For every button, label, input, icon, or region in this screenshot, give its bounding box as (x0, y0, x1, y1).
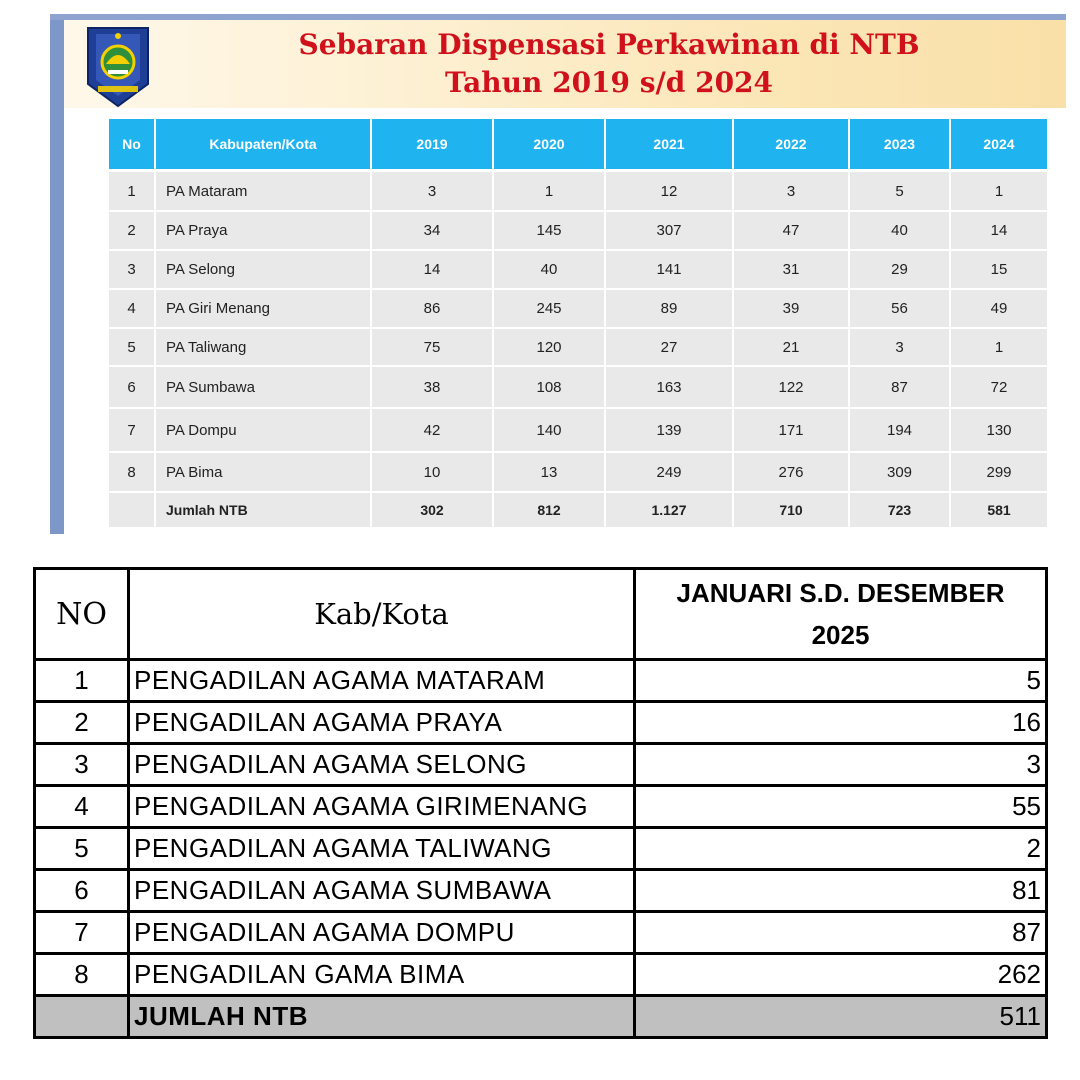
row-no: 3 (109, 250, 155, 289)
row-value: 87 (635, 912, 1047, 954)
row-no: 3 (35, 744, 129, 786)
value-2023: 194 (849, 408, 950, 452)
value-2021: 27 (605, 328, 733, 366)
value-2019: 86 (371, 289, 493, 328)
table-row (35, 660, 1047, 702)
value-2023: 40 (849, 211, 950, 250)
table-header-row (109, 119, 1048, 169)
row-no: 5 (35, 828, 129, 870)
total-value: 511 (635, 996, 1047, 1038)
value-2022: 47 (733, 211, 849, 250)
value-2024: 299 (950, 452, 1048, 492)
row-no: 8 (35, 954, 129, 996)
value-2019: 42 (371, 408, 493, 452)
value-2024: 1 (950, 328, 1048, 366)
table-header-row (35, 569, 1047, 660)
row-name: PA Dompu (155, 408, 371, 452)
row-no: 6 (109, 366, 155, 408)
value-2024: 14 (950, 211, 1048, 250)
header-2022: 2022 (733, 119, 849, 169)
row-name: PA Sumbawa (155, 366, 371, 408)
table-row (35, 744, 1047, 786)
slide-title (214, 26, 1004, 102)
total-2023: 723 (849, 492, 950, 528)
row-name: PA Praya (155, 211, 371, 250)
row-value: 3 (635, 744, 1047, 786)
total-2022: 710 (733, 492, 849, 528)
value-2023: 309 (849, 452, 950, 492)
value-2019: 3 (371, 172, 493, 211)
value-2019: 38 (371, 366, 493, 408)
row-value: 16 (635, 702, 1047, 744)
row-no: 8 (109, 452, 155, 492)
slide-left-bar (50, 14, 64, 534)
header-period (635, 569, 1047, 660)
row-name: PA Selong (155, 250, 371, 289)
value-2022: 122 (733, 366, 849, 408)
header-2020: 2020 (493, 119, 605, 169)
value-2020: 120 (493, 328, 605, 366)
slide-title-line1: Sebaran Dispensasi Perkawinan di NTB (298, 28, 920, 61)
value-2021: 89 (605, 289, 733, 328)
header-period-line1: JANUARI S.D. DESEMBER (676, 578, 1005, 608)
value-2020: 1 (493, 172, 605, 211)
row-value: 262 (635, 954, 1047, 996)
value-2023: 87 (849, 366, 950, 408)
total-label: JUMLAH NTB (129, 996, 635, 1038)
row-value: 55 (635, 786, 1047, 828)
value-2021: 141 (605, 250, 733, 289)
table-row (109, 452, 1048, 492)
row-name: PENGADILAN AGAMA PRAYA (129, 702, 635, 744)
row-value: 81 (635, 870, 1047, 912)
government-emblem-icon (84, 24, 152, 108)
value-2022: 276 (733, 452, 849, 492)
value-2022: 3 (733, 172, 849, 211)
table-row (35, 912, 1047, 954)
row-name: PENGADILAN AGAMA TALIWANG (129, 828, 635, 870)
header-no: No (109, 119, 155, 169)
row-no: 7 (109, 408, 155, 452)
total-2024: 581 (950, 492, 1048, 528)
value-2021: 139 (605, 408, 733, 452)
value-2021: 249 (605, 452, 733, 492)
table-row (109, 328, 1048, 366)
value-2020: 40 (493, 250, 605, 289)
value-2021: 163 (605, 366, 733, 408)
table-row (109, 366, 1048, 408)
value-2020: 245 (493, 289, 605, 328)
value-2024: 1 (950, 172, 1048, 211)
value-2024: 15 (950, 250, 1048, 289)
total-no (35, 996, 129, 1038)
value-2023: 3 (849, 328, 950, 366)
table-row (35, 828, 1047, 870)
total-2019: 302 (371, 492, 493, 528)
value-2019: 14 (371, 250, 493, 289)
row-no: 6 (35, 870, 129, 912)
row-no: 4 (109, 289, 155, 328)
row-no: 2 (35, 702, 129, 744)
header-kabupaten-kota: Kabupaten/Kota (155, 119, 371, 169)
row-name: PA Mataram (155, 172, 371, 211)
row-no: 7 (35, 912, 129, 954)
value-2020: 140 (493, 408, 605, 452)
value-2020: 13 (493, 452, 605, 492)
table-total-row (35, 996, 1047, 1038)
header-2024: 2024 (950, 119, 1048, 169)
value-2024: 130 (950, 408, 1048, 452)
value-2023: 29 (849, 250, 950, 289)
title-banner (64, 20, 1066, 108)
table-total-row (109, 492, 1048, 528)
row-no: 5 (109, 328, 155, 366)
row-no: 1 (109, 172, 155, 211)
total-2020: 812 (493, 492, 605, 528)
row-name: PENGADILAN AGAMA GIRIMENANG (129, 786, 635, 828)
value-2023: 56 (849, 289, 950, 328)
row-name: PENGADILAN AGAMA DOMPU (129, 912, 635, 954)
table-row (35, 786, 1047, 828)
row-name: PA Taliwang (155, 328, 371, 366)
row-name: PENGADILAN AGAMA SUMBAWA (129, 870, 635, 912)
value-2022: 39 (733, 289, 849, 328)
total-no (109, 492, 155, 528)
table-row (109, 250, 1048, 289)
row-no: 2 (109, 211, 155, 250)
row-value: 5 (635, 660, 1047, 702)
row-no: 4 (35, 786, 129, 828)
table-row (109, 172, 1048, 211)
table-row (35, 954, 1047, 996)
row-name: PA Giri Menang (155, 289, 371, 328)
table-row (109, 211, 1048, 250)
value-2021: 307 (605, 211, 733, 250)
total-2021: 1.127 (605, 492, 733, 528)
row-name: PENGADILAN GAMA BIMA (129, 954, 635, 996)
row-no: 1 (35, 660, 129, 702)
value-2021: 12 (605, 172, 733, 211)
value-2023: 5 (849, 172, 950, 211)
slide-title-line2: Tahun 2019 s/d 2024 (444, 66, 774, 99)
header-no: NO (35, 569, 129, 660)
header-2019: 2019 (371, 119, 493, 169)
header-2023: 2023 (849, 119, 950, 169)
value-2022: 31 (733, 250, 849, 289)
header-period-line2: 2025 (811, 620, 870, 650)
table-row (109, 289, 1048, 328)
table-row (35, 702, 1047, 744)
dispensation-table-2025 (33, 567, 1048, 1039)
table-row (109, 408, 1048, 452)
value-2019: 34 (371, 211, 493, 250)
value-2024: 72 (950, 366, 1048, 408)
table-row (35, 870, 1047, 912)
row-name: PENGADILAN AGAMA MATARAM (129, 660, 635, 702)
value-2024: 49 (950, 289, 1048, 328)
header-kab-kota: Kab/Kota (129, 569, 635, 660)
total-label: Jumlah NTB (155, 492, 371, 528)
value-2022: 171 (733, 408, 849, 452)
value-2022: 21 (733, 328, 849, 366)
value-2020: 145 (493, 211, 605, 250)
dispensation-table-2019-2024 (109, 119, 1049, 529)
row-value: 2 (635, 828, 1047, 870)
value-2019: 75 (371, 328, 493, 366)
slide-2019-2024 (50, 14, 1066, 534)
header-2021: 2021 (605, 119, 733, 169)
row-name: PENGADILAN AGAMA SELONG (129, 744, 635, 786)
value-2019: 10 (371, 452, 493, 492)
row-name: PA Bima (155, 452, 371, 492)
value-2020: 108 (493, 366, 605, 408)
